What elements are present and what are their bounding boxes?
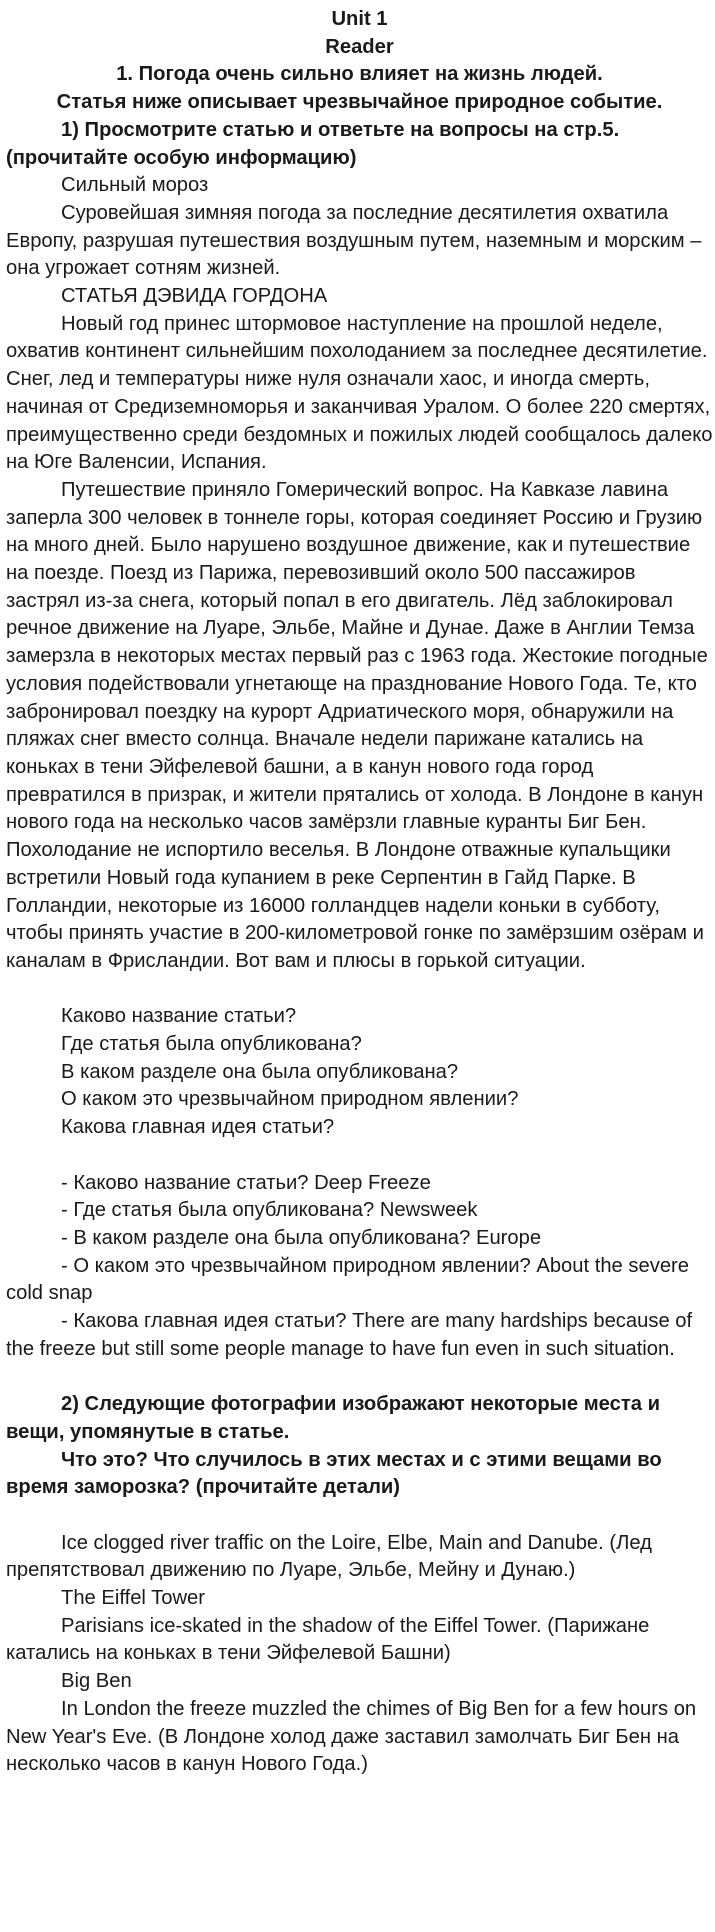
question-5: Какова главная идея статьи? bbox=[61, 1116, 335, 1139]
article-paragraph-2: Путешествие приняло Гомерический вопрос. На Кавказе лавина заперла 300 человек в тоннеле горы, которая соединяет Россию и Грузию на много дней. Было нарушено воздушное движение, как и путешествие на поезде. Поезд из Парижа, перевозивший около 500 пассажиров застрял из-за снега, который попал в его двигатель. Лёд заблокировал речное движение на Луаре, Эльбе, Майне и Дунае. Даже в Англии Темза замерзла в некоторых местах первый раз с 1963 года. Жестокие погодные условия подействовали угнетающе на празднование Нового Года. Те, кто забронировал поездку на курорт Адриатического моря, обнаружили на пляжах снег вместо солнца. Вначале недели парижане катались на коньках в тени Эйфелевой башни, а в канун нового года город превратился в призрак, и жители прятались от холода. В Лондоне в канун нового года на несколько часов замёрзли главные куранты Биг Бен. Похолодание не испортило веселья. В Лондоне отважные купальщики встретили Новый года купанием в реке Серпентин в Гайд Парке. В Голландии, некоторые из 16000 голландцев надели коньки в субботу, чтобы принять участие в 200-километровой гонке по замёрзшим озёрам и каналам в Фрисландии. Вот вам и плюсы в горькой ситуации. bbox=[6, 478, 708, 972]
task2-subheading: Что это? Что случилось в этих местах и с этими вещами во время заморозка? (прочитайте детали) bbox=[6, 1448, 662, 1499]
answer-2: - Где статья была опубликована? Newsweek bbox=[61, 1199, 478, 1222]
question-1: Каково название статьи? bbox=[61, 1005, 297, 1028]
photo-item-3: Parisians ice-skated in the shadow of the Eiffel Tower. (Парижане катались на коньках в тени Эйфелевой Башни) bbox=[6, 1614, 650, 1665]
task2-heading: 2) Следующие фотографии изображают некоторые места и вещи, упомянутые в статье. bbox=[6, 1393, 660, 1443]
question-4: О каком это чрезвычайном природном явлении? bbox=[61, 1088, 519, 1111]
unit-title: Unit 1 bbox=[331, 8, 388, 30]
article-title: Сильный мороз bbox=[61, 174, 209, 197]
question-3: В каком разделе она была опубликована? bbox=[61, 1060, 459, 1083]
answer-4: - О каком это чрезвычайном природном явлении? About the severe cold snap bbox=[6, 1254, 689, 1305]
article-byline: СТАТЬЯ ДЭВИДА ГОРДОНА bbox=[61, 285, 328, 308]
article-lead: Суровейшая зимняя погода за последние десятилетия охватила Европу, разрушая путешествия воздушным путем, наземным и морским – она угрожает сотням жизней. bbox=[6, 201, 702, 280]
task1-heading-2: Статья ниже описывает чрезвычайное природное событие. bbox=[56, 91, 663, 114]
article-paragraph-1: Новый год принес штормовое наступление на прошлой неделе, охватив континент сильнейшим похолоданием за последнее десятилетие. Снег, лед и температуры ниже нуля означали хаос, и иногда смерть, начиная от Средиземноморья и заканчивая Уралом. О более 220 смертях, преимущественно среди бездомных и пожилых людей сообщалось далеко на Юге Валенсии, Испания. bbox=[6, 312, 713, 474]
answer-5: - Какова главная идея статьи? There are many hardships because of the freeze but still some people manage to have fun even in such situation. bbox=[6, 1310, 693, 1360]
question-2: Где статья была опубликована? bbox=[61, 1033, 362, 1055]
photo-item-1: Ice clogged river traffic on the Loire, Elbe, Main and Danube. (Лед препятствовал движению по Луаре, Эльбе, Мейну и Дунаю.) bbox=[6, 1531, 652, 1582]
photo-item-5: In London the freeze muzzled the chimes of Big Ben for a few hours on New Year's Eve. (В Лондоне холод даже заставил замолчать Биг Бен на несколько часов в канун Нового Года.) bbox=[6, 1697, 697, 1776]
task1-heading: 1. Погода очень сильно влияет на жизнь людей. bbox=[116, 63, 603, 86]
section-title: Reader bbox=[325, 35, 394, 58]
photo-item-2: The Eiffel Tower bbox=[61, 1587, 206, 1610]
task1-subheading: 1) Просмотрите статью и ответьте на вопросы на стр.5. (прочитайте особую информацию) bbox=[6, 118, 620, 169]
answer-3: - В каком разделе она была опубликована? Europe bbox=[61, 1226, 542, 1249]
photo-item-4: Big Ben bbox=[61, 1670, 132, 1693]
answer-1: - Каково название статьи? Deep Freeze bbox=[61, 1171, 431, 1194]
